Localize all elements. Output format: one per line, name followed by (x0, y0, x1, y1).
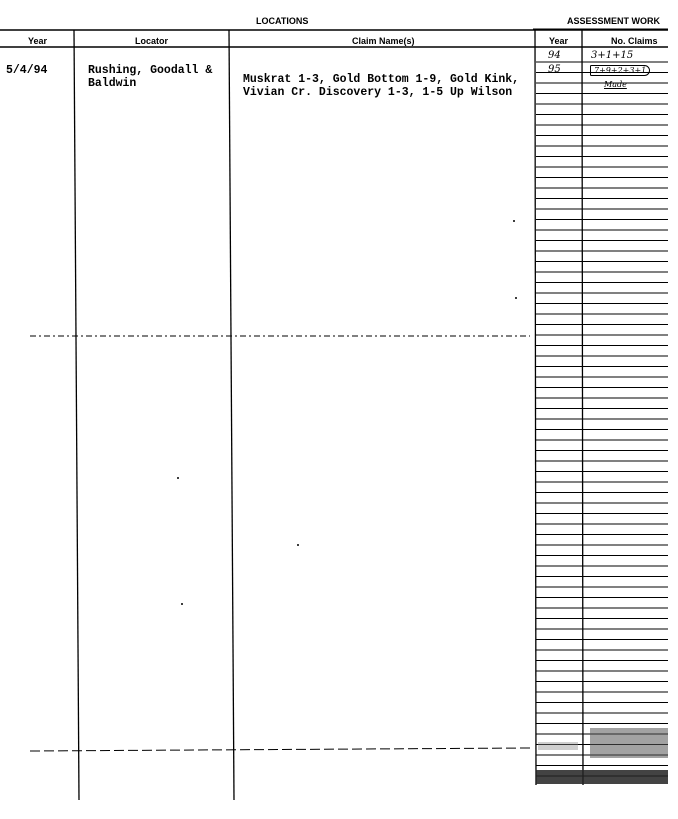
claim-names-column-header: Claim Name(s) (352, 36, 415, 46)
assessment-claims-2: 7+9+2+3+1 (590, 65, 650, 76)
record-claim-names: Muskrat 1-3, Gold Bottom 1-9, Gold Kink, Vivian Cr. Discovery 1-3, 1-5 Up Wilson (243, 73, 520, 99)
assessment-claims-1: 3+1+15 (591, 50, 634, 61)
locator-column-header: Locator (135, 36, 169, 46)
year-column-header: Year (28, 36, 48, 46)
locations-header: LOCATIONS (256, 16, 309, 26)
no-claims-column-header: No. Claims (611, 36, 658, 46)
assessment-claims-3: Made (604, 80, 627, 89)
record-locator: Rushing, Goodall & Baldwin (88, 64, 213, 90)
assessment-year-2: 95 (548, 64, 561, 75)
assessment-work-header: ASSESSMENT WORK (567, 16, 661, 26)
assessment-year-1: 94 (548, 50, 561, 61)
assessment-year-column-header: Year (549, 36, 569, 46)
record-year: 5/4/94 (6, 64, 48, 77)
